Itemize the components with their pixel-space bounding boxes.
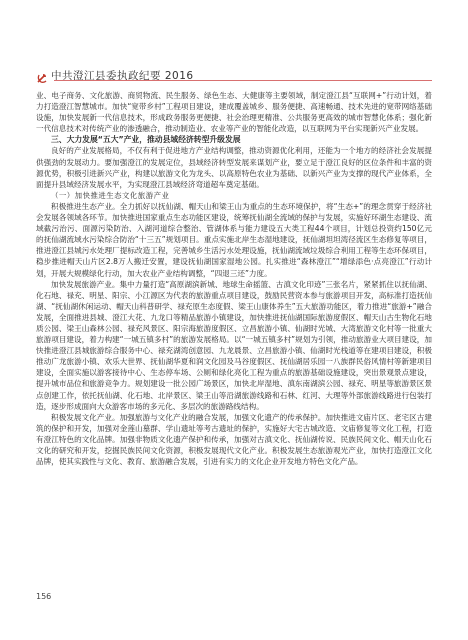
paragraph: 良好的产业发展格局，不仅有利于促进地方产业结构调整，推动资源优化利用，还能为一个地方的经济社会发展提供强劲的发展动力。要加强澄江的发展定位，县域经济转型发展来谋划产业，要立足于澄江良好的区位条件和丰富的资源优势，积极引进新兴产业，构建以旅游文化为龙头、以高原特色农业为基础、以新兴产业为支撑的现代产业体系，全面提升县域经济发展水平，为实现澄江县域经济弯道超车奠定基础。 bbox=[36, 146, 432, 189]
subsection-heading: （一）加快推进生态文化旅游产业 bbox=[51, 190, 170, 200]
section-heading: 三、大力发展“五大”产业，推动县域经济转型升级发展 bbox=[51, 135, 241, 145]
header-divider bbox=[54, 80, 432, 81]
page-number: 156 bbox=[36, 592, 52, 601]
paragraph: 业、电子商务、文化旅游、商贸物流、民生服务、绿色生态、大健康等主要领域，制定澄江县“互联网+”行动计划，着力打造澄江智慧城市。加快“宽带乡村”工程项目建设，建成覆盖城乡、服务便捷、高速畅通、技术先进的宽带网络基础设施，加快发展新一代信息技术，形成政务服务更便捷、社会治理更精准、公共服务更高效的城市智慧化体系；强化新一代信息技术对传统产业的渗透融合，推动制造业、农业等产业的智能化改造，以互联网为平台实现新兴产业发展。 bbox=[36, 91, 432, 134]
party-emblem-icon bbox=[36, 69, 48, 81]
paragraph: 积极推进生态产业。全力抓好以抚仙湖、帽天山和梁王山为重点的生态环境保护，将“生态+”的理念贯穿于经济社会发展各领域各环节。加快推进国家重点生态功能区建设，统筹抚仙湖全流域的保护与发展，实施好环湖生态建设、流域截污治污、面源污染防治、入湖河道综合整治、管湖体系与能力建设五大类工程44个项目，计划总投资约150亿元的抚仙湖流域水污染综合防治“十三五”规划项目。重点实施北岸生态湿地建设，抚仙湖坦坦湾径流区生态修复等项目，推进澄江县城污水处理厂提标改造工程，完善城乡生活污水处理设施，抚仙湖流域垃圾综合利用工程等生态环保项目，稳步推进帽天山片区2.8万人搬迁安置，建设抚仙湖国家湿地公园。扎实推进“森林澄江”“增绿添色·点亮澄江”行动计划，开展大规模绿化行动，加大农业产业结构调整，“四退三还”力度。 bbox=[36, 201, 432, 278]
document-body bbox=[36, 90, 432, 467]
paragraph: 积极发展文化产业。加强旅游与文化产业的融合发展，加强文化遗产的传承保护。加快推进文庙片区、老宅区古建筑的保护和开发，加强对金莲山墓群、学山遗址等考古遗址的保护，实施好大宅古城改造、文庙修复等文化工程，打造有澄江特色的文化品牌。加强非物质文化遗产保护和传承，加强对古滇文化、抚仙湖传说、民族民间文化、帽天山化石文化的研究和开发，挖掘民族民间文化资源，积极发展现代文化产业。积极发展生态旅游观光产业，加快打造澄江文化品牌，使其实践性与文化、教育、旅游融合发展，引进有实力的文化企业开发地方特色文化产品。 bbox=[36, 412, 432, 467]
paragraph: 加快发展旅游产业。集中力量打造“高原湖滨新城、地球生命摇篮、古滇文化印迹”三张名片，紧紧抓住以抚仙湖、化石地、禄充、明星、阳宗、小江源区为代表的旅游重点项目建设，鼓励民营资本参与旅游项目开发，高标准打造抚仙湖、“抚仙湖休闲运动、帽天山科普研学、禄充原生态度假、梁王山康体养生”五大旅游功能区，着力推进“旅游+”融合发展，全面推进县城、澄江大花、九龙口等精品旅游小镇建设，加快推进抚仙湖国际旅游度假区、帽天山古生物化石地质公园、梁王山森林公园、禄充风景区、阳宗海旅游度假区、立昌旅游小镇、仙湖时光城、大湾旅游文化村等一批重大旅游项目建设，着力构建“一城五镇多村”的旅游发展格局。以“一城五镇多村”规划为引领，推动旅游业大项目建设，加快推进澄江县城旅游综合服务中心、禄充湖湾创意园、九龙晨景、立昌旅游小镇、仙湖时光栈道等在建项目建设，积极推动广龙旅游小镇、欢乐大世界、抚仙湖华夏和润文化园及马谷度假区、抚仙湖居乐园一八族群民俗风情村等新建项目建设，全面实施以游客接待中心、生态停车场、公厕和绿化亮化工程为重点的旅游基础设施建设，突出景观景点建设，提升城市品位和旅游竞争力。规划建设一批公园广场景区，加快北岸湿地、滇东南湖滨公园、禄充、明星等旅游景区景点创建工作，依托抚仙湖、化石地、北岸景区、梁王山等沿湖旅游线路和石林、红河、大理等外部旅游线路进行包装打造，逐步形成面向大众游客市场的多元化、多层次的旅游路线结构。 bbox=[36, 279, 432, 411]
header-title: 中共澄江县委执政纪要 2016 bbox=[51, 69, 194, 82]
